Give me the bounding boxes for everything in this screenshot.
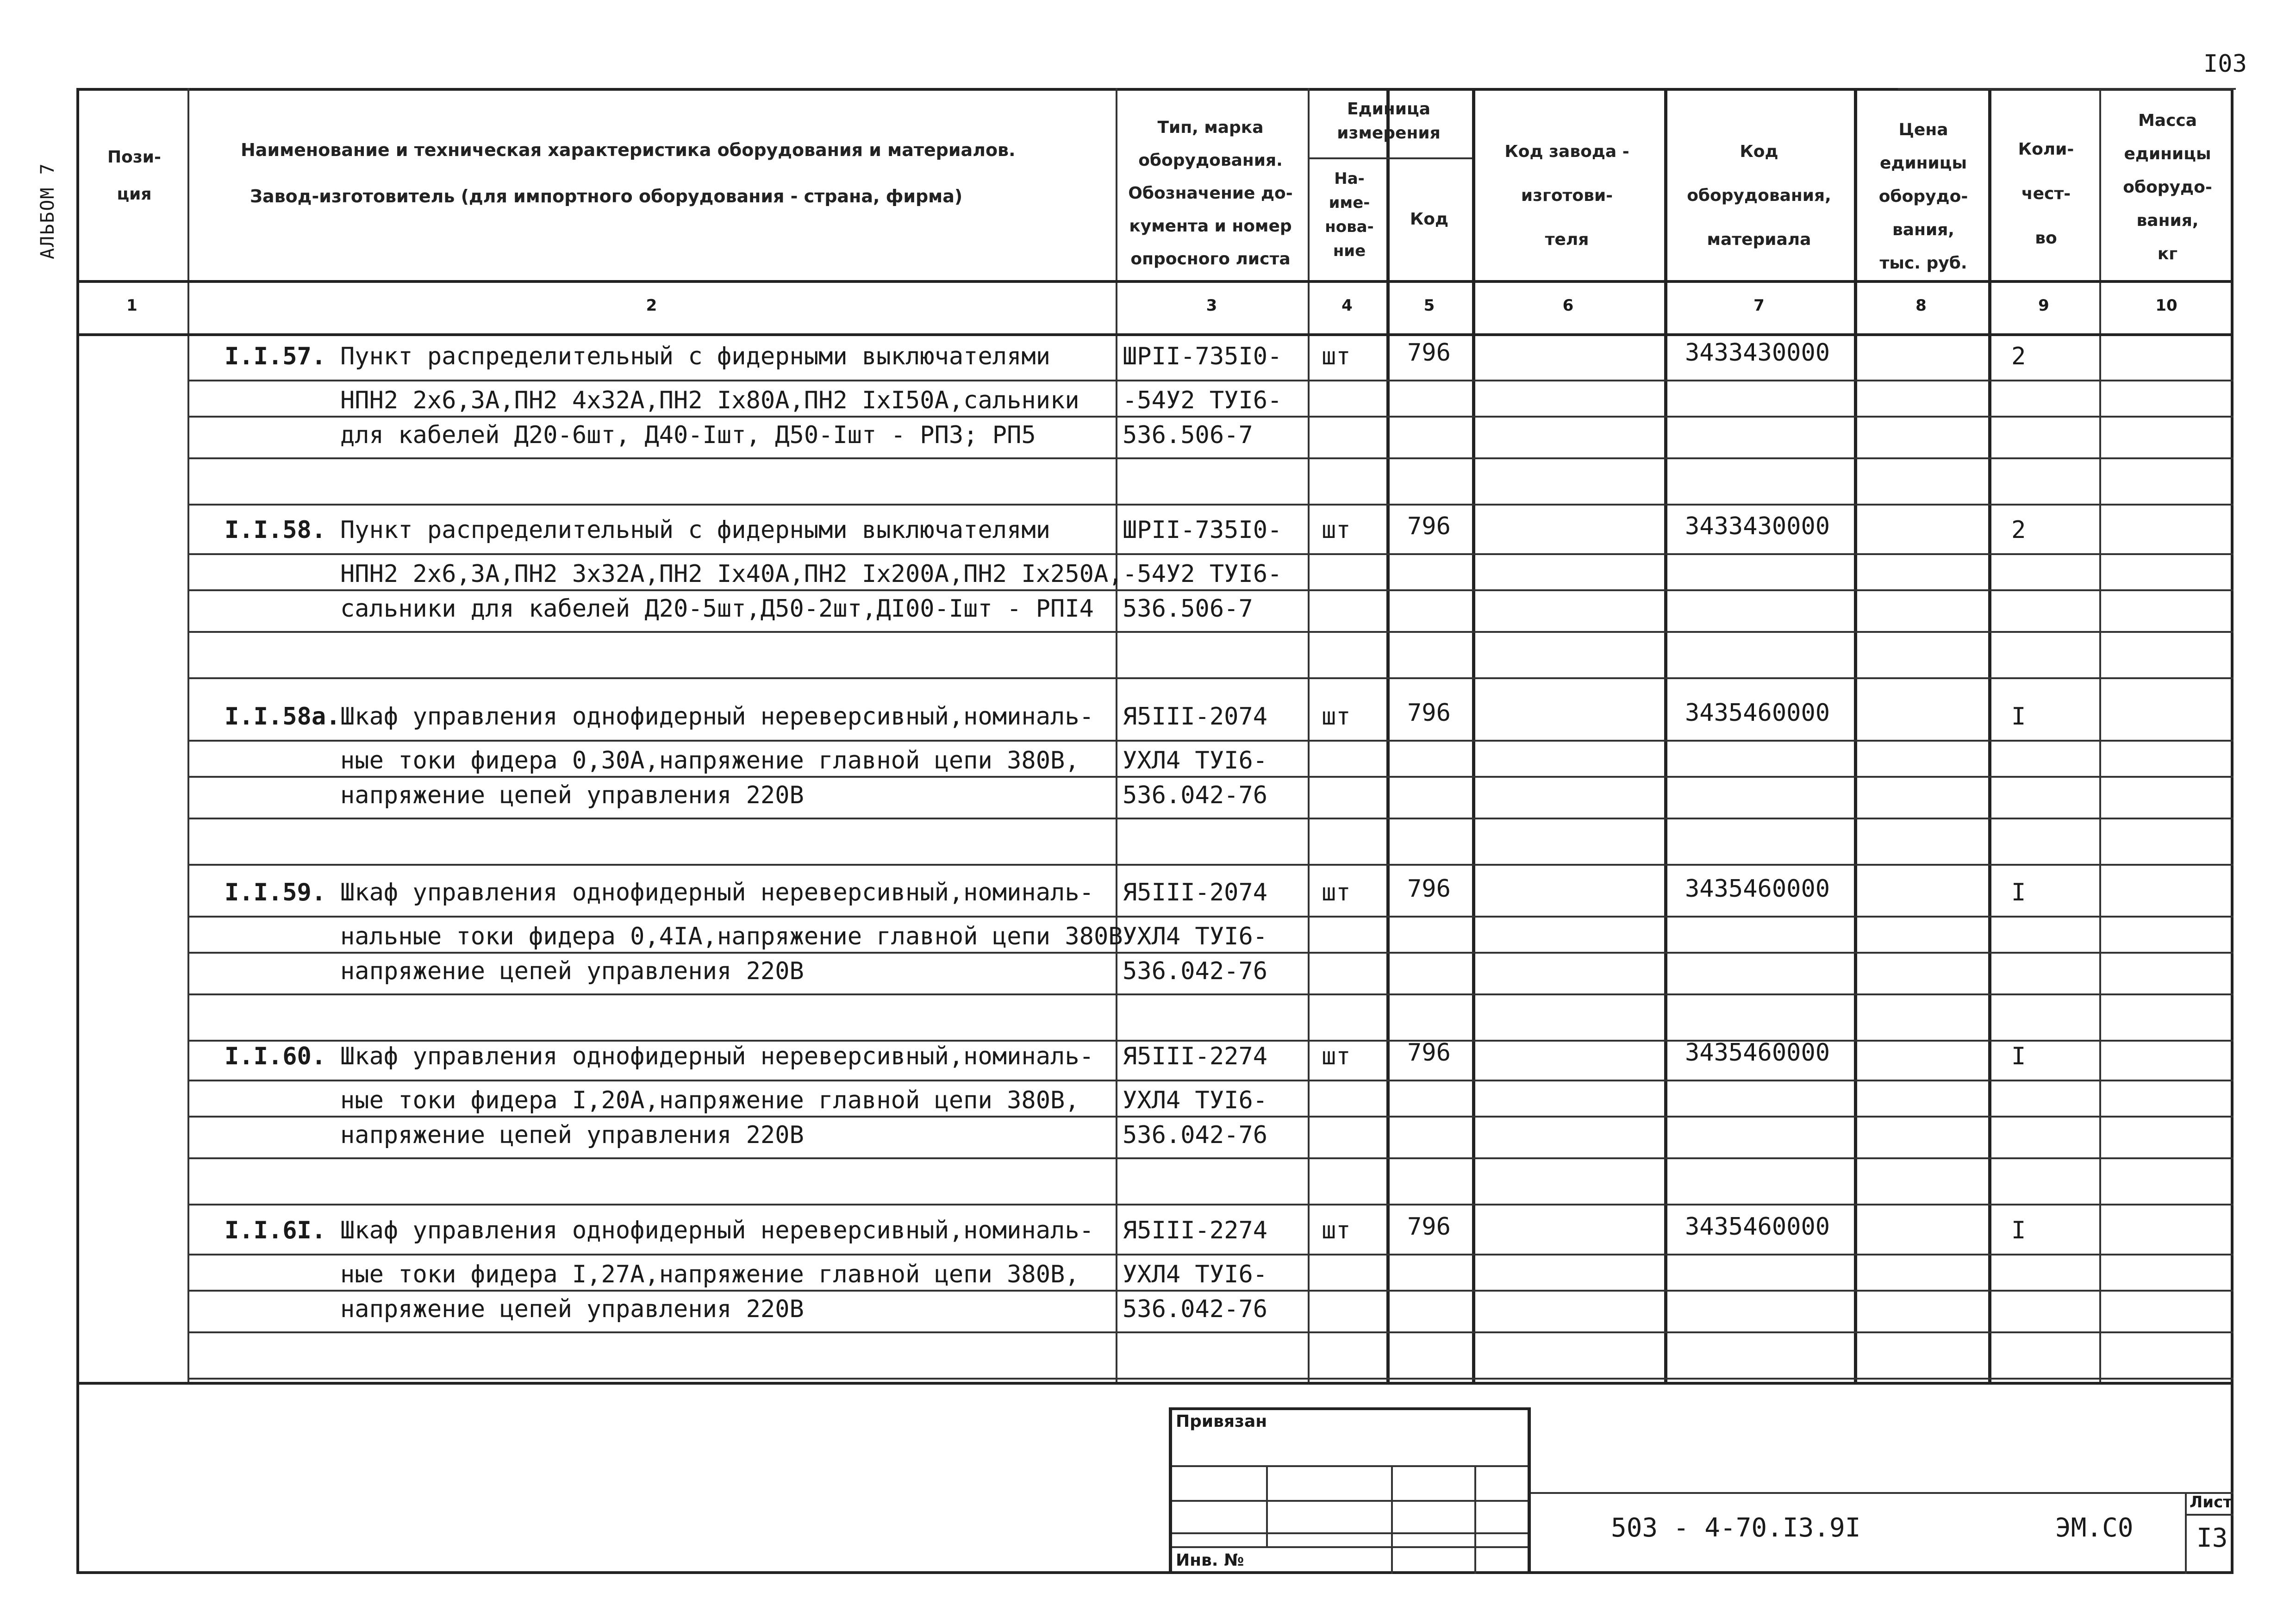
side-label: АЛЬБОМ 7 <box>37 162 58 259</box>
row-type-line: УХЛ4 ТУI6- <box>1123 747 1268 775</box>
column-number-6: 6 <box>1562 296 1574 315</box>
row-name-line: Шкаф управления однофидерный нереверсивный,номиналь- <box>340 1217 1094 1244</box>
row-line <box>187 1157 2234 1159</box>
row-line <box>187 864 2234 866</box>
page-number-line <box>1898 88 2236 90</box>
attached-label: Привязан <box>1176 1412 1267 1431</box>
column-number-1: 1 <box>126 296 137 315</box>
header-price: Цена единицы оборудо- вания, тыс. руб. <box>1878 120 1968 273</box>
row-unit-code: 796 <box>1407 875 1451 903</box>
row-line <box>187 952 2234 954</box>
row-name-line: Пункт распределительный с фидерными выключателями <box>340 343 1051 370</box>
stamp-border <box>1528 1407 1531 1574</box>
row-name-line: нальные токи фидера 0,4IА,напряжение главной цепи 380В <box>340 923 1123 950</box>
row-line <box>187 1290 2234 1292</box>
row-position: I.I.58. <box>225 516 326 544</box>
row-line <box>187 380 2234 381</box>
header-unit-name: На- име- нова- ние <box>1325 169 1374 260</box>
document-code: 503 - 4-70.I3.9I <box>1611 1513 1861 1543</box>
row-line <box>187 504 2234 506</box>
row-line <box>187 589 2234 591</box>
row-unit-code: 796 <box>1407 1213 1451 1241</box>
row-quantity: 2 <box>2011 516 2026 544</box>
row-unit: шт <box>1322 343 1351 370</box>
row-name-line: напряжение цепей управления 220В <box>340 957 804 985</box>
header-equipment-code: Код оборудования, материала <box>1687 142 1831 249</box>
row-name-line: Шкаф управления однофидерный нереверсивный,номиналь- <box>340 879 1094 906</box>
stamp-divider <box>1474 1465 1476 1574</box>
row-position: I.I.60. <box>225 1043 326 1070</box>
row-name-line: Шкаф управления однофидерный нереверсивный,номиналь- <box>340 703 1094 731</box>
header-name-line1: Наименование и техническая характеристика оборудования и материалов. <box>241 140 1016 160</box>
stamp-top-line <box>1169 1407 1528 1410</box>
row-line <box>187 916 2234 918</box>
row-unit-code: 796 <box>1407 699 1451 727</box>
row-type-line: Я5III-2074 <box>1123 703 1268 731</box>
column-number-9: 9 <box>2038 296 2049 315</box>
unit-group-line <box>1308 157 1472 159</box>
row-line <box>187 740 2234 742</box>
sheet-line <box>2185 1514 2234 1516</box>
stamp-line <box>1169 1465 1528 1467</box>
inventory-number-label: Инв. № <box>1176 1551 1244 1570</box>
stamp-divider <box>1266 1465 1268 1546</box>
row-type-line: Я5III-2274 <box>1123 1043 1268 1070</box>
row-line <box>187 776 2234 778</box>
row-line <box>187 1040 2234 1042</box>
row-type-line: ШРII-735I0- <box>1123 516 1282 544</box>
row-quantity: 2 <box>2011 343 2026 370</box>
row-name-line: Шкаф управления однофидерный нереверсивный,номиналь- <box>340 1043 1094 1070</box>
row-type-line: УХЛ4 ТУI6- <box>1123 1261 1268 1288</box>
row-position: I.I.59. <box>225 879 326 906</box>
stamp-line <box>1169 1500 1528 1502</box>
header-name-line2: Завод-изготовитель (для импортного оборудования - страна, фирма) <box>250 186 963 206</box>
column-number-3: 3 <box>1206 296 1217 315</box>
row-name-line: НПН2 2х6,3А,ПН2 4х32А,ПН2 Iх80А,ПН2 IхI50А,сальники <box>340 387 1079 414</box>
row-line <box>187 1204 2234 1206</box>
row-name-line: ные токи фидера I,27А,напряжение главной цепи 380В, <box>340 1261 1079 1288</box>
row-line <box>187 1080 2234 1081</box>
row-type-line: -54У2 ТУI6- <box>1123 560 1282 588</box>
header-type: Тип, марка оборудования. Обозначение до- кумента и номер опросного листа <box>1128 118 1293 269</box>
sheet-divider <box>2185 1492 2187 1574</box>
sheet-number: I3 <box>2196 1523 2228 1553</box>
row-unit: шт <box>1322 703 1351 731</box>
row-type-line: 536.506-7 <box>1123 595 1253 623</box>
row-line <box>187 631 2234 633</box>
row-line <box>187 1331 2234 1333</box>
row-equipment-code: 3435460000 <box>1685 699 1830 727</box>
row-position: I.I.6I. <box>225 1217 326 1244</box>
row-line <box>187 416 2234 418</box>
stamp-divider <box>1391 1465 1393 1574</box>
row-unit: шт <box>1322 1043 1351 1070</box>
header-bottom-line <box>76 280 2234 283</box>
row-name-line: ные токи фидера 0,30А,напряжение главной цепи 380В, <box>340 747 1079 775</box>
column-number-7: 7 <box>1753 296 1765 315</box>
row-equipment-code: 3435460000 <box>1685 1039 1830 1067</box>
row-line <box>187 993 2234 995</box>
row-name-line: напряжение цепей управления 220В <box>340 1295 804 1323</box>
row-line <box>187 1254 2234 1255</box>
table-bottom-line <box>76 1382 2234 1385</box>
row-position: I.I.58а. <box>225 703 341 731</box>
row-name-line: сальники для кабелей Д20-5шт,Д50-2шт,ДI00-Iшт - РПI4 <box>340 595 1094 623</box>
row-type-line: Я5III-2074 <box>1123 879 1268 906</box>
row-type-line: 536.042-76 <box>1123 1121 1268 1149</box>
header-unit-group: Единица измерения <box>1337 100 1441 143</box>
row-type-line: ШРII-735I0- <box>1123 343 1282 370</box>
row-line <box>187 553 2234 555</box>
row-unit: шт <box>1322 879 1351 906</box>
header-quantity: Коли- чест- во <box>2018 140 2074 248</box>
row-unit-code: 796 <box>1407 1039 1451 1067</box>
title-block-line <box>1528 1492 2234 1494</box>
row-type-line: 536.506-7 <box>1123 421 1253 449</box>
header-unit-code: Код <box>1410 210 1449 229</box>
column-number-4: 4 <box>1341 296 1353 315</box>
row-type-line: Я5III-2274 <box>1123 1217 1268 1244</box>
row-line <box>187 1378 2234 1380</box>
row-type-line: -54У2 ТУI6- <box>1123 387 1282 414</box>
row-name-line: НПН2 2х6,3А,ПН2 3х32А,ПН2 Iх40А,ПН2 Iх200А,ПН2 Iх250А, <box>340 560 1123 588</box>
row-equipment-code: 3433430000 <box>1685 512 1830 540</box>
document-mark: ЭМ.С0 <box>2055 1513 2134 1543</box>
header-mass: Масса единицы оборудо- вания, кг <box>2123 111 2212 263</box>
row-quantity: I <box>2011 1043 2026 1070</box>
sheet-label: Лист <box>2190 1493 2232 1512</box>
row-type-line: 536.042-76 <box>1123 781 1268 809</box>
row-unit-code: 796 <box>1407 512 1451 540</box>
column-number-10: 10 <box>2155 296 2177 315</box>
row-name-line: Пункт распределительный с фидерными выключателями <box>340 516 1051 544</box>
header-factory-code: Код завода - изготови- теля <box>1504 142 1629 249</box>
column-number-8: 8 <box>1915 296 1927 315</box>
row-type-line: УХЛ4 ТУI6- <box>1123 1087 1268 1114</box>
column-number-bottom-line <box>76 333 2234 336</box>
row-type-line: 536.042-76 <box>1123 1295 1268 1323</box>
column-number-5: 5 <box>1423 296 1435 315</box>
stamp-line <box>1169 1546 1528 1548</box>
row-unit: шт <box>1322 1217 1351 1244</box>
row-name-line: напряжение цепей управления 220В <box>340 1121 804 1149</box>
row-name-line: ные токи фидера I,20А,напряжение главной цепи 380В, <box>340 1087 1079 1114</box>
row-line <box>187 457 2234 459</box>
stamp-border <box>1169 1407 1172 1574</box>
row-equipment-code: 3433430000 <box>1685 339 1830 367</box>
row-quantity: I <box>2011 1217 2026 1244</box>
row-quantity: I <box>2011 703 2026 731</box>
row-name-line: для кабелей Д20-6шт, Д40-Iшт, Д50-Iшт - РП3; РП5 <box>340 421 1036 449</box>
header-position: Пози- ция <box>107 148 161 204</box>
row-equipment-code: 3435460000 <box>1685 875 1830 903</box>
row-line <box>187 818 2234 819</box>
stamp-line <box>1169 1532 1528 1534</box>
row-name-line: напряжение цепей управления 220В <box>340 781 804 809</box>
column-number-2: 2 <box>646 296 657 315</box>
row-unit-code: 796 <box>1407 339 1451 367</box>
row-type-line: УХЛ4 ТУI6- <box>1123 923 1268 950</box>
row-unit: шт <box>1322 516 1351 544</box>
row-type-line: 536.042-76 <box>1123 957 1268 985</box>
page-number: I03 <box>2203 50 2247 78</box>
row-line <box>187 1116 2234 1118</box>
row-quantity: I <box>2011 879 2026 906</box>
row-position: I.I.57. <box>225 343 326 370</box>
row-line <box>187 677 2234 679</box>
row-equipment-code: 3435460000 <box>1685 1213 1830 1241</box>
